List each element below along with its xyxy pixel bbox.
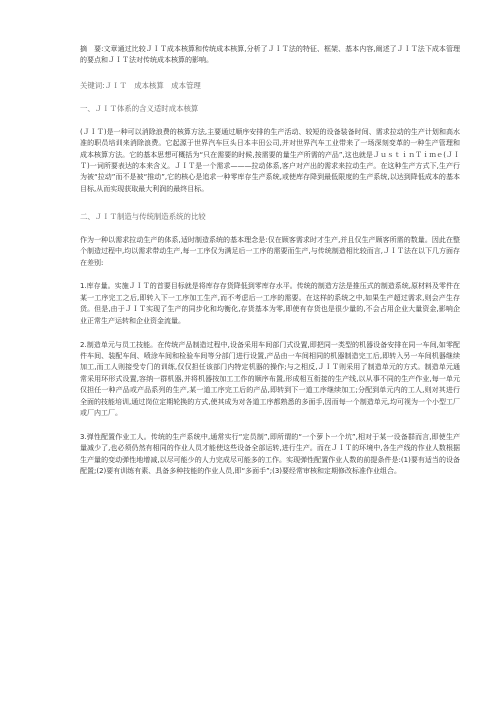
list-item: 1.库存量。实施ＪＩＴ的首要目标就是将库存存货降低到零库存水平。传统的制造方法是推压式的制造系统,原材料及零件在某一工序完工之后,即转入下一工序加工生产,而不考虑后一工序的需要。在这样的系统之中,如果生产超过需求,则会产生存货。但是,由于ＪＩＴ实现了生产的同步化和均衡化,存货基本为零,即使有存货也是很少量的,不会占用企业大量资金,影响企业正常生产运转和企业资金流量。 bbox=[80, 282, 460, 325]
list-item: 2.制造单元与员工技能。在传统产品制造过程中,设备采用车间部门式设置,即把同一类型的机器设备安排在同一车间,如零配件车间、装配车间、喷涂车间和检验车间等分部门进行设置,产品由一车间相同的机器制造完工后,即转入另一车间机器继续加工,而工人则接受专门的训练,仅仅担任该部门内特定机器的操作;与之相反,ＪＩＴ则采用了制造单元的方式。制造单元通常采用环形式设置,容纳一群机器,并将机器按加工工作的顺序布置,形成相互衔接的生产线,以从事不同的生产作业,每一单元仅担任一种产品或产品系列的生产,某一道工序完工后的产品,即转到下一道工序继续加工;分配到单元内的工人,则对其进行全面的技能培训,通过岗位定期轮换的方式,使其成为对各道工序都熟悉的多面手,因而每一个制造单元,均可视为一个小型工厂或厂内工厂。 bbox=[80, 340, 460, 418]
abstract: 摘 要:文章通过比较ＪＩＴ成本核算和传统成本核算,分析了ＪＩＴ法的特征、框架、基本内容,阐述了ＪＩＴ法下成本管理的要点和ＪＩＴ法对传统成本核算的影响。 bbox=[80, 45, 460, 65]
section-heading-1: 一、ＪＩＴ体系的含义适时成本核算 bbox=[80, 104, 199, 114]
keywords: 关键词:ＪＩＴ 成本核算 成本管理 bbox=[80, 80, 201, 90]
list-item: 3.弹性配置作业工人。传统的生产系统中,通常实行“定员制”,即所谓的“一个萝卜一个坑”,相对于某一设备群而言,即使生产量减少了,也必须仍然有相同的作业人员才能使这些设备全部运转,进行生产。而在ＪＩＴ的环境中,各生产线的作业人数根据生产量的变动弹性地增减,以尽可能少的人力完成尽可能多的工作。实现弹性配置作业人数的前提条件是:(1)要有适当的设备配置;(2)要有训练有素、具备多种技能的作业人员,即“多面手”;(3)要经常审核和定期修改标准作业组合。 bbox=[80, 432, 460, 476]
paragraph: (ＪＩＴ)是一种可以消除浪费的核算方法,主要通过顺序安排的生产活动、较短的设备装备时间、需求拉动的生产计划和高水准的职员培训来消除浪费。它起源于世界汽车巨头日本丰田公司,并对世界汽车工业带来了一场深刻变革的一种生产管理和成本核算方法。它的基本思想可概括为“只在需要的时候,按需要的量生产所需的产品”,这也就是ＪｕｓｔｉｎＴｉｍｅ(ＪＩＴ)一词所要表达的本来含义。ＪＩＴ是一个需求———拉动体系,客户对产出的需求来拉动生产。在这种生产方式下,生产行为被“拉动”而不是被“推动”,它的核心是追求一种零库存生产系统,或使库存降到最低限度的生产系统,以达到降低成本的基本目标,从而实现获取最大利润的最终目标。 bbox=[80, 127, 460, 193]
section-heading-2: 二、ＪＩＴ制造与传统制造系统的比较 bbox=[80, 212, 206, 222]
paragraph: 作为一种以需求拉动生产的体系,适时制造系统的基本理念是:仅在顾客需求时才生产,并且仅生产顾客所需的数量。因此在整个制造过程中,均以需求带动生产,每一工序仅为满足后一工序的需要而生产,与传统制造相比较而言,ＪＩＴ法在以下几方面存在差别: bbox=[80, 235, 460, 267]
